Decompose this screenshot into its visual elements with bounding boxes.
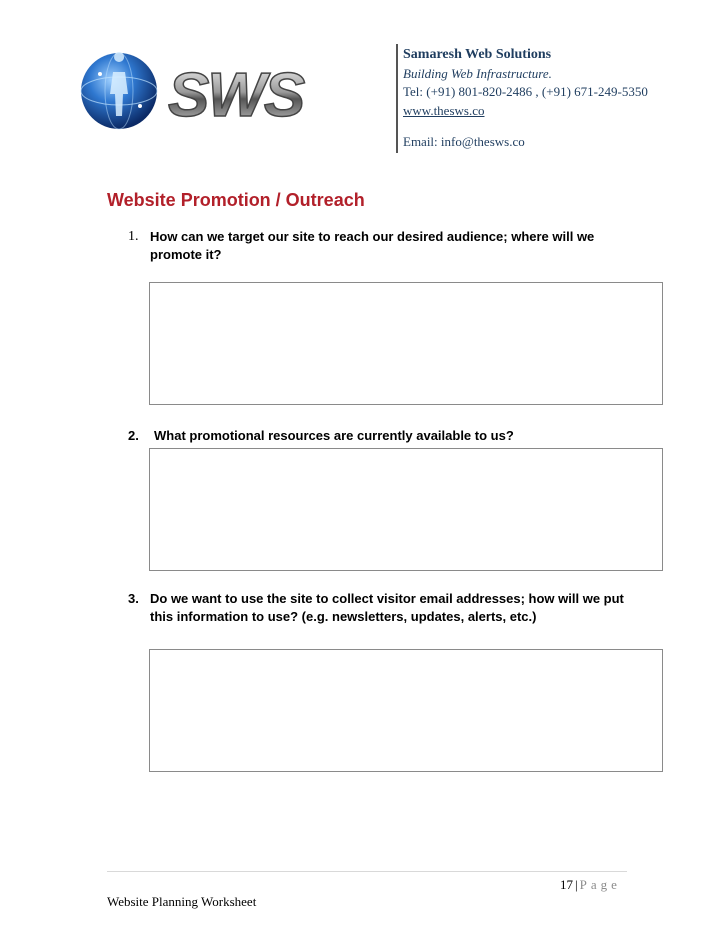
company-website-link[interactable]: www.thesws.co: [403, 102, 485, 118]
header-divider: [396, 44, 398, 153]
page-word: Page: [579, 877, 621, 892]
question-text: What promotional resources are currently available to us?: [154, 428, 514, 443]
company-tagline: Building Web Infrastructure.: [403, 65, 552, 81]
section-title: Website Promotion / Outreach: [107, 190, 365, 210]
question-number: 3.: [128, 591, 139, 606]
question-text: Do we want to use the site to collect visitor email addresses; how will we put this information to use? (e.g. newsletters, updates, alerts, etc.): [150, 591, 624, 624]
document-title: Website Planning Worksheet: [107, 894, 257, 909]
company-info: [403, 46, 648, 152]
page-separator: |: [575, 877, 578, 892]
page-number-value: 17: [560, 877, 573, 892]
answer-box-2[interactable]: [149, 448, 663, 571]
question-text: How can we target our site to reach our desired audience; where will we promote it?: [150, 229, 595, 262]
question-number: 2.: [128, 428, 139, 443]
question-number: 1.: [128, 229, 139, 244]
company-logo: [80, 44, 330, 144]
footer-divider: [107, 871, 627, 872]
company-phone: Tel: (+91) 801-820-2486 , (+91) 671-249-5350: [403, 84, 648, 99]
answer-box-3[interactable]: [149, 649, 663, 772]
page-number: [560, 877, 621, 893]
svg-text:SWS: SWS: [168, 61, 304, 130]
company-email: Email: info@thesws.co: [403, 134, 525, 149]
company-name: Samaresh Web Solutions: [403, 47, 552, 62]
answer-box-1[interactable]: [149, 282, 663, 405]
